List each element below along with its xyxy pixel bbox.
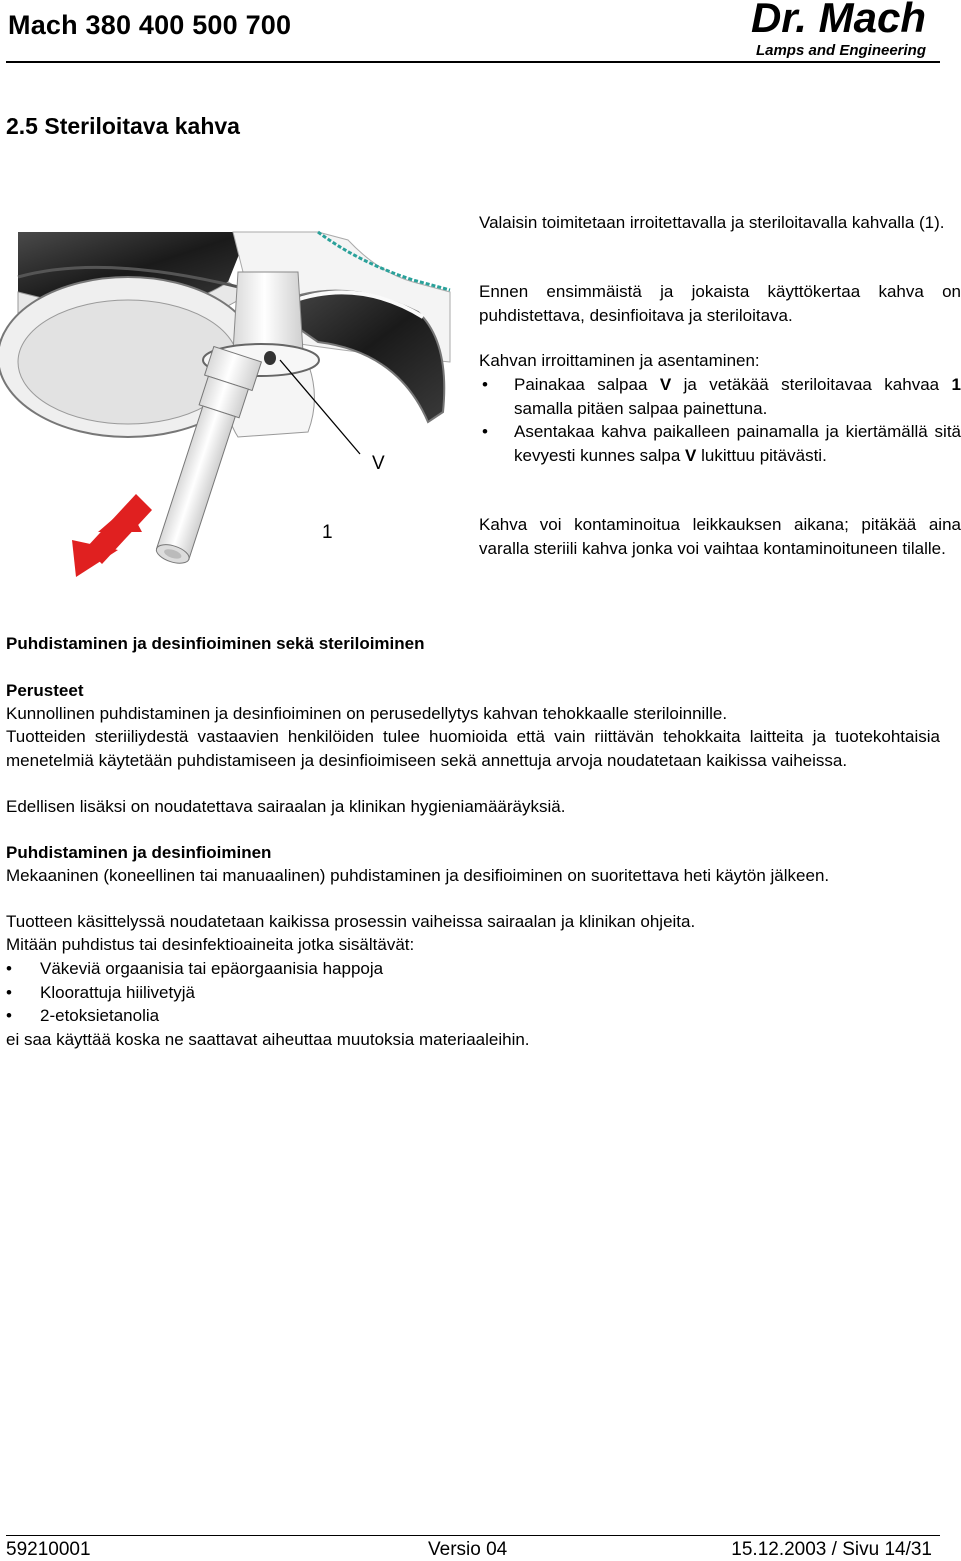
basics-paragraph-1: Kunnollinen puhdistaminen ja desinfioiminen on perusedellytys kahvan tehokkaalle steriloinnille. <box>6 704 728 723</box>
step-item: • Painakaa salpaa V ja vetäkää steriloitavaa kahvaa 1 samalla pitäen salpaa painettuna. <box>482 375 961 418</box>
contamination-note: Kahva voi kontaminoitua leikkauksen aikana; pitäkää aina varalla steriili kahva jonka voi vaihtaa kontaminoituneen tilalle. <box>479 515 961 558</box>
cleaning-paragraph-4: ei saa käyttää koska ne saattavat aiheuttaa muutoksia materiaaleihin. <box>6 1030 530 1049</box>
bullet-icon: • <box>6 959 12 978</box>
bullet-icon: • <box>482 375 488 394</box>
bullet-icon: • <box>6 982 12 1002</box>
handle-figure <box>18 232 450 577</box>
lamp-handle-illustration <box>18 232 450 577</box>
brand-logo-text: Dr. Mach <box>750 0 926 41</box>
removal-direction-arrow <box>72 494 152 577</box>
figure-label-handle: 1 <box>322 522 333 543</box>
header-divider <box>6 61 940 63</box>
cleaning-paragraph-1: Mekaaninen (koneellinen tai manuaalinen) puhdistaminen ja desifioiminen on suoritettava heti käytön jälkeen. <box>6 866 830 885</box>
basics-title: Perusteet <box>6 681 84 700</box>
list-item: • Väkeviä orgaanisia tai epäorgaanisia happoja <box>6 957 940 981</box>
steps-title: Kahvan irroittaminen ja asentaminen: <box>479 351 760 370</box>
cleaning-paragraph-2: Tuotteen käsittelyssä noudatetaan kaikissa prosessin vaiheissa sairaalan ja klinikan ohjeita. <box>6 912 696 931</box>
list-item: • 2-etoksietanolia <box>6 1004 940 1028</box>
brand-tagline: Lamps and Engineering <box>755 42 926 59</box>
intro-paragraph-2: Ennen ensimmäistä ja jokaista käyttökertaa kahva on puhdistettava, desinfioitava ja steriloitava. <box>479 282 961 325</box>
cleaning-paragraph-3: Mitään puhdistus tai desinfektioaineita jotka sisältävät: <box>6 935 415 954</box>
intro-paragraph-1: Valaisin toimitetaan irroitettavalla ja steriloitavalla kahvalla (1). <box>479 213 945 232</box>
bullet-icon: • <box>482 422 488 441</box>
document-model-title: Mach 380 400 500 700 <box>8 10 292 40</box>
section-title: 2.5 Steriloitava kahva <box>6 113 240 139</box>
footer-version: Versio 04 <box>428 1539 508 1560</box>
footer-date-page: 15.12.2003 / Sivu 14/31 <box>731 1539 932 1560</box>
footer-doc-number: 59210001 <box>6 1539 91 1560</box>
footer-divider <box>6 1535 940 1536</box>
steps-list <box>479 373 961 467</box>
cleaning-subsection-title: Puhdistaminen ja desinfioiminen <box>6 843 272 862</box>
basics-paragraph-2: Tuotteiden steriiliydestä vastaavien henkilöiden tulee huomioida että vain riittävän tehokkaita laitteita ja tuotekohtaisia menetelmiä käytetään puhdistamiseen ja desinfioimiseen sekä annettuja arvoja noudatetaan kaikissa vaiheissa. <box>6 727 940 770</box>
basics-paragraph-3: Edellisen lisäksi on noudatettava sairaalan ja klinikan hygieniamääräyksiä. <box>6 797 566 816</box>
cleaning-section-title: Puhdistaminen ja desinfioiminen sekä steriloiminen <box>6 634 425 653</box>
step-item: • Asentakaa kahva paikalleen painamalla ja kiertämällä sitä kevyesti kunnes salpa V lukittuu pitävästi. <box>482 422 961 465</box>
figure-label-latch: V <box>372 453 385 474</box>
bullet-icon: • <box>6 1006 12 1025</box>
forbidden-agents-list <box>6 957 940 1028</box>
list-item: • Kloorattuja hiilivetyjä <box>6 981 940 1005</box>
